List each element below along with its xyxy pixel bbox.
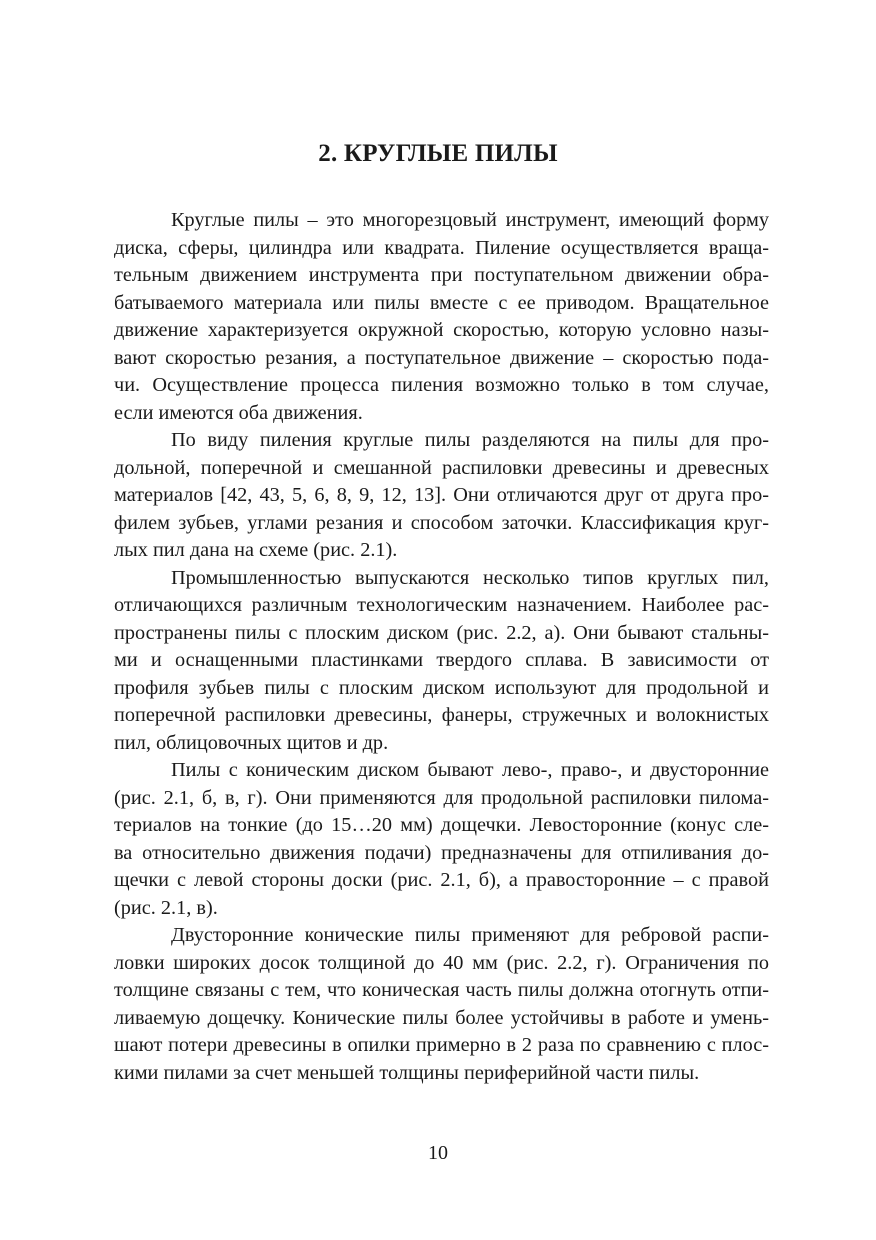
page-number: 10 (428, 1142, 448, 1164)
text-line: шают потери древесины в опилки примерно в 2 раза по сравнению с плос- (114, 1034, 769, 1056)
paragraph (114, 207, 769, 427)
text-line: лых пил дана на схеме (рис. 2.1). (114, 539, 398, 561)
text-line: чи. Осуществление процесса пиления возможно только в том случае, (114, 374, 769, 396)
paragraph (114, 922, 769, 1087)
text-line: отличающихся различным технологическим назначением. Наиболее рас- (114, 594, 769, 616)
paragraph (114, 565, 769, 758)
text-line: териалов на тонкие (до 15…20 мм) дощечки. Левосторонние (конус сле- (114, 814, 769, 836)
text-line: (рис. 2.1, в). (114, 896, 218, 919)
text-line: профиля зубьев пилы с плоским диском используют для продольной и (114, 676, 769, 699)
text-line: пил, облицовочных щитов и др. (114, 731, 389, 754)
text-line: если имеются оба движения. (114, 401, 363, 424)
text-line: Пилы с коническим диском бывают лево-, право-, и двусторонние (171, 759, 769, 781)
text-line: тельным движением инструмента при поступательном движении обра- (114, 264, 769, 286)
paragraph (114, 757, 769, 922)
text-line: батываемого материала или пилы вместе с ее приводом. Вращательное (114, 291, 769, 314)
body-text (114, 207, 769, 1087)
text-line: Круглые пилы – это многорезцовый инструмент, имеющий форму (171, 209, 769, 231)
text-line: Промышленностью выпускаются несколько типов круглых пил, (171, 566, 769, 589)
text-line: ва относительно движения подачи) предназначены для отпиливания до- (114, 841, 769, 864)
text-line: ми и оснащенными пластинками твердого сплава. В зависимости от (114, 649, 769, 671)
text-line: пространены пилы с плоским диском (рис. 2.2, а). Они бывают стальны- (114, 621, 769, 644)
text-line: диска, сферы, цилиндра или квадрата. Пиление осуществляется враща- (114, 236, 769, 259)
text-line: материалов [42, 43, 5, 6, 8, 9, 12, 13]. Они отличаются друг от друга про- (114, 484, 769, 506)
text-line: ливаемую дощечку. Конические пилы более устойчивы в работе и умень- (114, 1006, 769, 1029)
text-line: ловки широких досок толщиной до 40 мм (рис. 2.2, г). Ограничения по (114, 951, 769, 974)
text-line: поперечной распиловки древесины, фанеры, стружечных и волокнистых (114, 704, 769, 726)
text-line: движение характеризуется окружной скоростью, которую условно назы- (114, 319, 769, 341)
text-line: щечки с левой стороны доски (рис. 2.1, б), а правосторонние – с правой (114, 869, 769, 891)
text-line: дольной, поперечной и смешанной распиловки древесины и древесных (114, 456, 769, 479)
text-line: кими пилами за счет меньшей толщины периферийной части пилы. (114, 1061, 700, 1084)
text-line: вают скоростью резания, а поступательное движение – скоростью пода- (114, 346, 769, 369)
text-line: (рис. 2.1, б, в, г). Они применяются для продольной распиловки пилома- (114, 786, 769, 809)
chapter-title: 2. КРУГЛЫЕ ПИЛЫ (318, 140, 558, 167)
paragraph (114, 427, 769, 565)
text-line: Двусторонние конические пилы применяют для ребровой распи- (171, 924, 769, 946)
text-line: филем зубьев, углами резания и способом заточки. Классификация круг- (114, 511, 769, 534)
text-line: толщине связаны с тем, что коническая часть пилы должна отогнуть отпи- (114, 979, 769, 1001)
text-line: По виду пиления круглые пилы разделяются на пилы для про- (171, 429, 769, 451)
